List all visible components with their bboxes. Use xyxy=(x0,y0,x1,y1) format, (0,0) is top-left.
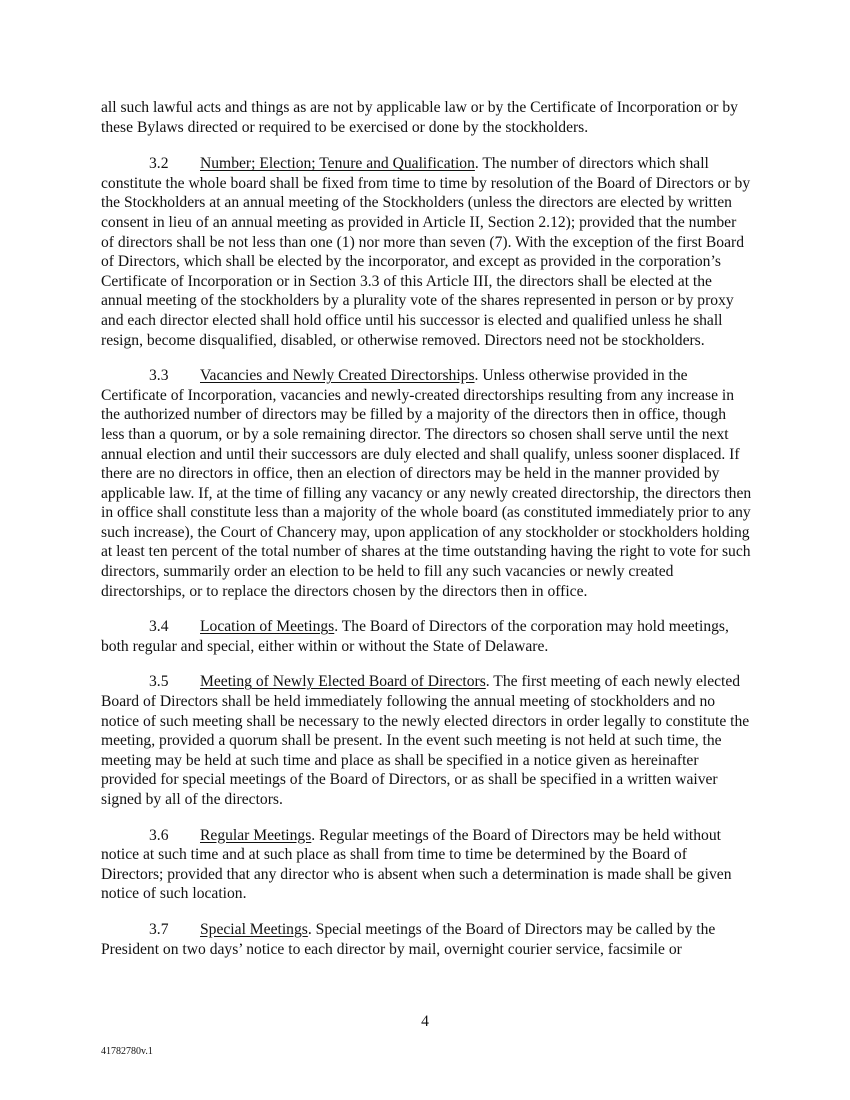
document-id: 41782780v.1 xyxy=(101,1046,153,1057)
section-number: 3.4 xyxy=(149,618,169,636)
document-page xyxy=(101,98,752,975)
section-heading: Location of Meetings xyxy=(200,618,335,636)
section-3-6 xyxy=(101,826,752,904)
section-body: . Unless otherwise provided in the Certificate of Incorporation, vacancies and newly-created directorships resulting from any increase in the authorized number of directors may be filled by a majority of the directors then in office, though less than a quorum, or by a sole remaining director. The directors so chosen shall serve until the next annual election and until their successors are duly elected and shall qualify, unless sooner displaced. If there are no directors in office, then an election of directors may be held in the manner provided by applicable law. If, at the time of filling any vacancy or any newly created directorship, the directors then in office shall constitute less than a majority of the whole board (as constituted immediately prior to any such increase), the Court of Chancery may, upon application of any stockholder or stockholders holding at least ten percent of the total number of shares at the time outstanding having the right to vote for such directors, summarily order an election to be held to fill any such vacancies or newly created directorships, or to replace the directors chosen by the directors then in office. xyxy=(101,367,752,600)
section-body: . The number of directors which shall constitute the whole board shall be fixed from time to time by resolution of the Board of Directors or by the Stockholders at an annual meeting of the Stockholders (unless the directors are elected by written consent in lieu of an annual meeting as provided in Article II, Section 2.12); provided that the number of directors shall be not less than one (1) nor more than seven (7). With the exception of the first Board of Directors, which shall be elected by the incorporator, and except as provided in the corporation’s Certificate of Incorporation or in Section 3.3 of this Article III, the directors shall be elected at the annual meeting of the stockholders by a plurality vote of the shares represented in person or by proxy and each director elected shall hold office until his successor is elected and qualified unless he shall resign, become disqualified, disabled, or otherwise removed. Directors need not be stockholders. xyxy=(101,155,751,349)
section-3-4 xyxy=(101,617,752,656)
section-body: . Regular meetings of the Board of Directors may be held without notice at such time and at such place as shall from time to time be determined by the Board of Directors; provided that any director who is absent when such a determination is made shall be given notice of such location. xyxy=(101,826,732,903)
section-3-7 xyxy=(101,920,752,959)
section-heading: Vacancies and Newly Created Directorships xyxy=(200,367,475,385)
section-3-5 xyxy=(101,672,752,809)
section-3-3 xyxy=(101,366,752,601)
section-number: 3.2 xyxy=(149,155,169,173)
section-body: . Special meetings of the Board of Directors may be called by the President on two days’ notice to each director by mail, overnight courier service, facsimile or xyxy=(101,920,716,958)
intro-paragraph: all such lawful acts and things as are not by applicable law or by the Certificate of Incorporation or by these Bylaws directed or required to be exercised or done by the stockholders. xyxy=(101,99,738,136)
page-number: 4 xyxy=(421,1013,429,1030)
section-heading: Number; Election; Tenure and Qualification xyxy=(200,155,475,173)
section-heading: Regular Meetings xyxy=(200,826,312,844)
section-number: 3.7 xyxy=(149,920,169,938)
section-body: . The first meeting of each newly elected Board of Directors shall be held immediately following the annual meeting of stockholders and no notice of such meeting shall be necessary to the newly elected directors in order legally to constitute the meeting, provided a quorum shall be present. In the event such meeting is not held at such time, the meeting may be held at such time and place as shall be specified in a notice given as hereinafter provided for special meetings of the Board of Directors, or as shall be specified in a written waiver signed by all of the directors. xyxy=(101,673,750,808)
section-3-2 xyxy=(101,154,752,350)
section-number: 3.6 xyxy=(149,826,169,844)
section-body: . The Board of Directors of the corporation may hold meetings, both regular and special, either within or without the State of Delaware. xyxy=(101,618,729,655)
section-number: 3.5 xyxy=(149,673,169,691)
section-number: 3.3 xyxy=(149,367,169,385)
section-heading: Meeting of Newly Elected Board of Directors xyxy=(200,673,486,691)
section-heading: Special Meetings xyxy=(200,920,308,938)
